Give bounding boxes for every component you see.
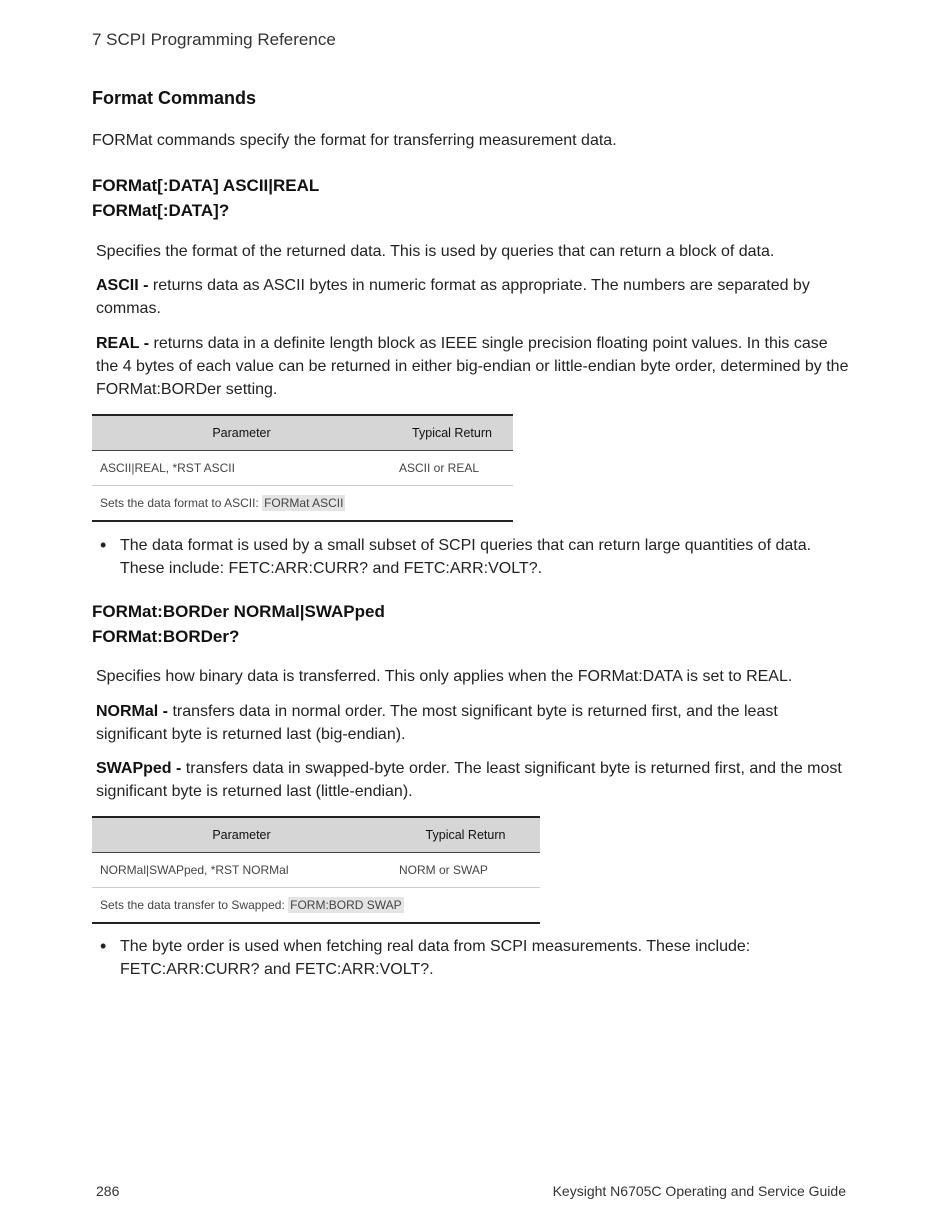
- table-cell-parameter: ASCII|REAL, *RST ASCII: [92, 451, 391, 486]
- table-header-parameter: Parameter: [92, 415, 391, 451]
- section-title: Format Commands: [92, 88, 257, 108]
- table-row: [92, 888, 540, 924]
- page-number: 286: [96, 1183, 120, 1199]
- table-header-typical-return: Typical Return: [391, 415, 513, 451]
- table-row: [92, 853, 540, 888]
- parameter-table: [92, 816, 540, 924]
- table-row: [92, 451, 513, 486]
- note-bullet: [100, 935, 850, 981]
- guide-title: Keysight N6705C Operating and Service Guide: [552, 1183, 846, 1199]
- table-cell-return: NORM or SWAP: [391, 853, 540, 888]
- term-ascii: ASCII -: [96, 277, 149, 294]
- term-normal-desc: transfers data in normal order. The most significant byte is returned first, and the least significant byte is returned last (big-endian).: [96, 703, 778, 743]
- command-description: Specifies how binary data is transferred. This only applies when the FORMat:DATA is set to REAL.: [96, 668, 793, 685]
- parameter-table: [92, 414, 513, 522]
- note-bullet: [100, 534, 850, 580]
- command-syntax-line: FORMat:BORDer NORMal|SWAPped: [92, 602, 385, 621]
- term-ascii-desc: returns data as ASCII bytes in numeric format as appropriate. The numbers are separated by commas.: [96, 277, 810, 317]
- command-query-line: FORMat[:DATA]?: [92, 201, 230, 220]
- bullet-dot: •: [100, 936, 107, 956]
- example-text: Sets the data transfer to Swapped:: [100, 898, 289, 912]
- parameter-description-ascii: [96, 274, 851, 320]
- term-normal: NORMal -: [96, 703, 168, 720]
- parameter-description-real: [96, 332, 851, 401]
- chapter-header: 7 SCPI Programming Reference: [92, 30, 336, 49]
- table-cell-parameter: NORMal|SWAPped, *RST NORMal: [92, 853, 391, 888]
- term-swapped: SWAPped -: [96, 760, 182, 777]
- example-code: FORMat ASCII: [264, 496, 344, 510]
- term-real: REAL -: [96, 335, 150, 352]
- command-syntax-line: FORMat[:DATA] ASCII|REAL: [92, 176, 320, 195]
- command-syntax-format-border: [92, 599, 385, 649]
- parameter-description-normal: [96, 700, 851, 746]
- term-real-desc: returns data in a definite length block as IEEE single precision floating point values. In this case the 4 bytes of each value can be returned in either big-endian or little-endian byte order, determined by the FORMat:BORDer setting.: [96, 335, 849, 398]
- table-row: [92, 486, 513, 522]
- table-cell-example: [92, 486, 513, 522]
- command-syntax-format-data: [92, 173, 319, 223]
- table-cell-return: ASCII or REAL: [391, 451, 513, 486]
- parameter-description-swapped: [96, 757, 851, 803]
- note-text: The data format is used by a small subset of SCPI queries that can return large quantities of data. These include: FETC:ARR:CURR? and FETC:ARR:VOLT?.: [120, 537, 812, 577]
- table-header-typical-return: Typical Return: [391, 817, 540, 853]
- table-header-parameter: Parameter: [92, 817, 391, 853]
- command-description: Specifies the format of the returned data. This is used by queries that can return a block of data.: [96, 243, 775, 260]
- note-text: The byte order is used when fetching real data from SCPI measurements. These include: FETC:ARR:CURR? and FETC:ARR:VOLT?.: [120, 938, 751, 978]
- command-query-line: FORMat:BORDer?: [92, 627, 240, 646]
- bullet-dot: •: [100, 535, 107, 555]
- table-cell-example: [92, 888, 540, 924]
- example-code: FORM:BORD SWAP: [290, 898, 402, 912]
- term-swapped-desc: transfers data in swapped-byte order. The least significant byte is returned first, and the most significant byte is returned last (little-endian).: [96, 760, 842, 800]
- section-intro: FORMat commands specify the format for transferring measurement data.: [92, 132, 617, 149]
- example-text: Sets the data format to ASCII:: [100, 496, 263, 510]
